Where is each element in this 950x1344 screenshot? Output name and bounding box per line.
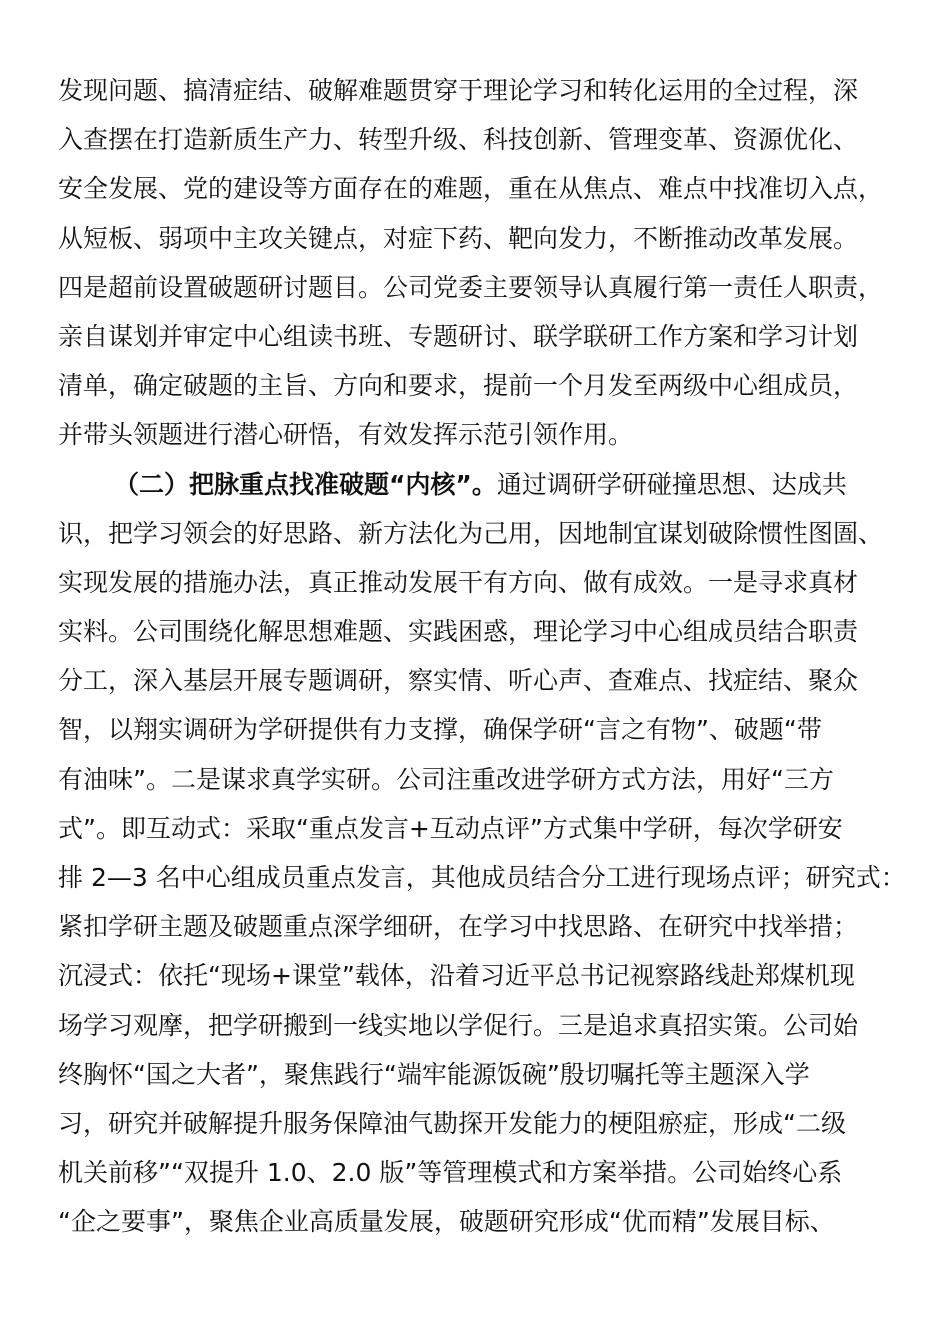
body-line-4: 从短板、弱项中主攻关键点，对症下药、靶向发力，不断推动改革发展。 bbox=[58, 223, 859, 253]
body-line-5: 四是超前设置破题研讨题目。公司党委主要领导认真履行第一责任人职责， bbox=[58, 272, 884, 302]
section-2-line-14: 机关前移”“双提升 1.0、2.0 版”等管理模式和方案举措。公司始终心系 bbox=[58, 1158, 843, 1188]
section-2-line-6: 有油味”。二是谋求真学实研。公司注重改进学研方式方法，用好“三方 bbox=[58, 764, 834, 794]
section-2-first-line bbox=[58, 460, 908, 509]
section-2-line-13: 习，研究并破解提升服务保障油气勘探开发能力的梗阻瘀症，形成“二级 bbox=[58, 1108, 846, 1138]
body-line-6: 亲自谋划并审定中心组读书班、专题研讨、联学联研工作方案和学习计划 bbox=[58, 321, 859, 351]
section-2-line-12: 终胸怀“国之大者”，聚焦践行“端牢能源饭碗”殷切嘱托等主题深入学 bbox=[58, 1059, 810, 1089]
section-2-line-1: 识，把学习领会的好思路、新方法化为己用，因地制宜谋划破除惯性图圄、 bbox=[58, 518, 884, 548]
body-line-2: 入查摆在打造新质生产力、转型升级、科技创新、管理变革、资源优化、 bbox=[58, 125, 859, 155]
body-line-3: 安全发展、党的建设等方面存在的难题，重在从焦点、难点中找准切入点， bbox=[58, 174, 884, 204]
section-2-line-8: 排 2—3 名中心组成员重点发言，其他成员结合分工进行现场点评；研究式： bbox=[58, 863, 906, 892]
section-2-first-line-text: 通过调研学研碰撞思想、达成共 bbox=[496, 469, 847, 499]
section-2-line-9: 紧扣学研主题及破题重点深学细研，在学习中找思路、在研究中找举措； bbox=[58, 912, 859, 942]
body-line-8: 并带头领题进行潜心研悟，有效发挥示范引领作用。 bbox=[58, 420, 634, 450]
section-2-heading: （二）把脉重点找准破题“内核”。 bbox=[114, 469, 497, 499]
section-2-line-7: 式”。即互动式：采取“重点发言+互动点评”方式集中学研，每次学研安 bbox=[58, 813, 843, 843]
section-2-line-11: 场学习观摩，把学研搬到一线实地以学促行。三是追求真招实策。公司始 bbox=[58, 1010, 859, 1040]
document-body bbox=[58, 66, 908, 1247]
section-2-line-2: 实现发展的措施办法，真正推动发展干有方向、做有成效。一是寻求真材 bbox=[58, 567, 859, 597]
body-line-1: 发现问题、搞清症结、破解难题贯穿于理论学习和转化运用的全过程，深 bbox=[58, 76, 859, 105]
section-2-line-15: “企之要事”，聚焦企业高质量发展，破题研究形成“优而精”发展目标、 bbox=[58, 1207, 835, 1237]
section-2-line-5: 智，以翔实调研为学研提供有力支撑，确保学研“言之有物”、破题“带 bbox=[58, 715, 822, 745]
section-2-line-3: 实料。公司围绕化解思想难题、实践困惑，理论学习中心组成员结合职责 bbox=[58, 617, 859, 647]
body-line-7: 清单，确定破题的主旨、方向和要求，提前一个月发至两级中心组成员， bbox=[58, 371, 859, 401]
section-2-line-10: 沉浸式：依托“现场+课堂”载体，沿着习近平总书记视察路线赴郑煤机现 bbox=[58, 961, 855, 991]
section-2-line-4: 分工，深入基层开展专题调研，察实情、听心声、查难点、找症结、聚众 bbox=[58, 666, 859, 696]
